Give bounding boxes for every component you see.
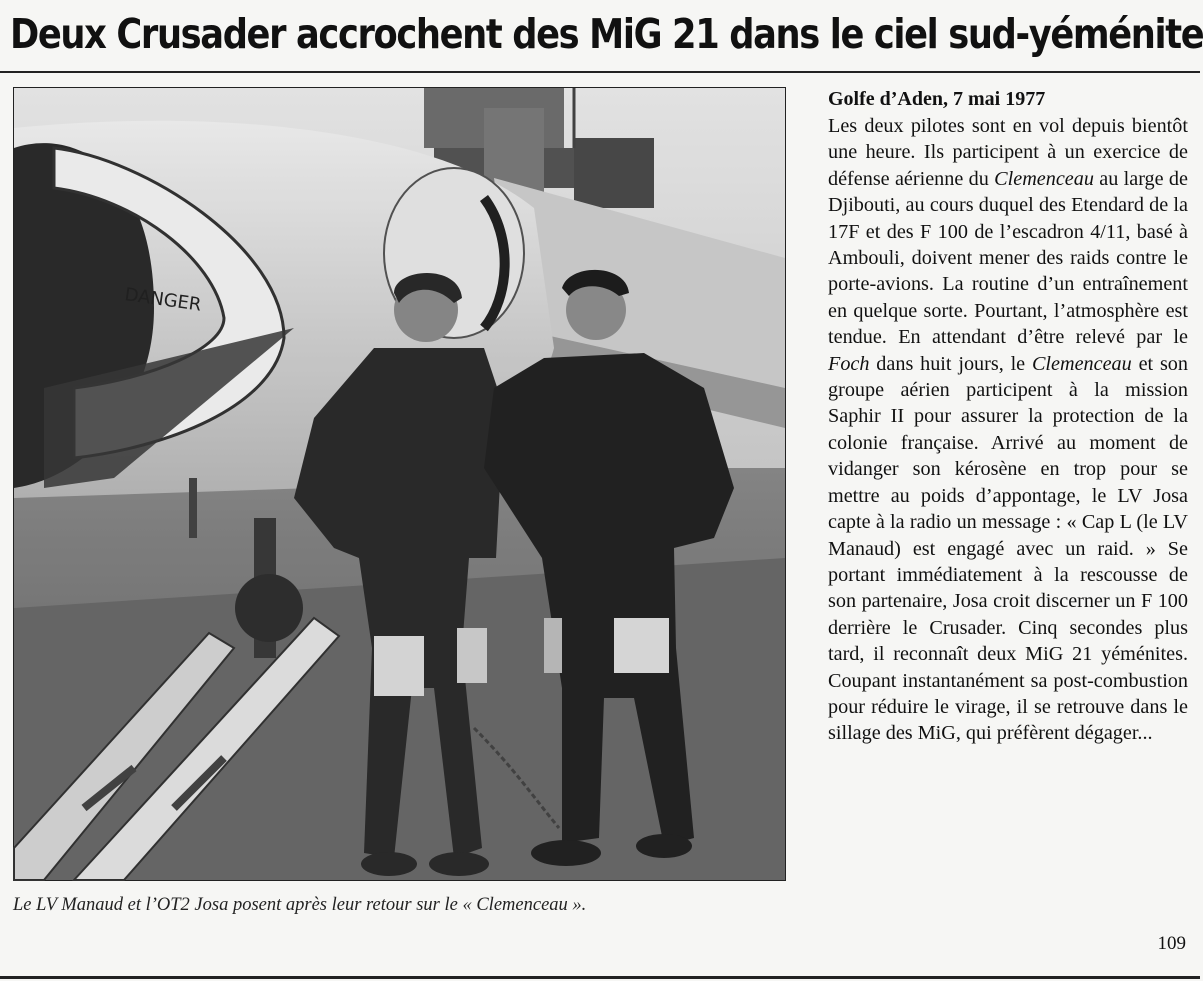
ship-name: Clemenceau: [994, 167, 1094, 190]
ship-name: Foch: [828, 352, 870, 375]
body-text: et son groupe aérien participent à la mission Saphir II pour assurer la protection de la colonie française. Arrivé au moment de vidanger son kérosène en trop pour se mettre au poids d’appontage, le LV Josa capte à la radio un message : « Cap L (le LV Manaud) est engagé avec un raid. » Se portant immédiatement à la rescousse de son partenaire, Josa croit discerner un F 100 derrière le Crusader. Cinq secondes plus tard, il reconnaît deux MiG 21 yéménites. Coupant instantanément sa post-combustion pour réduire le virage, il se retrouve dans le sillage des MiG, qui préfèrent dégager...: [828, 352, 1188, 745]
page-number: 109: [1157, 933, 1186, 954]
ship-name: Clemenceau: [1031, 352, 1132, 375]
article-column: [828, 86, 1188, 747]
body-text: Les deux pilotes sont en vol depuis bientôt une heure. Ils participent à un exercice de défense aérienne du: [828, 115, 1188, 190]
dateline: Golfe d’Aden, 7 mai 1977: [828, 88, 1046, 110]
body-text: dans huit jours, le: [869, 352, 1032, 375]
photograph: [13, 87, 786, 881]
photo-caption: Le LV Manaud et l’OT2 Josa posent après leur retour sur le « Clemenceau ».: [13, 895, 587, 915]
top-rule: [0, 71, 1200, 73]
body-text: au large de Djibouti, au cours duquel des Etendard de la 17F et des F 100 de l’escadron 4/11, basé à Ambouli, doivent mener des raids contre le porte-avions. La routine d’un entraînement en quelque sorte. Pourtant, l’atmosphère est tendue. En attendant d’être relevé par le: [828, 167, 1188, 349]
photo-illustration: [14, 88, 785, 880]
bottom-rule: [0, 976, 1200, 979]
headline: Deux Crusader accrochent des MiG 21 dans le ciel sud-yéménite: [10, 10, 1203, 58]
article-body: [828, 113, 1188, 747]
danger-stencil: DANGER: [123, 284, 203, 316]
